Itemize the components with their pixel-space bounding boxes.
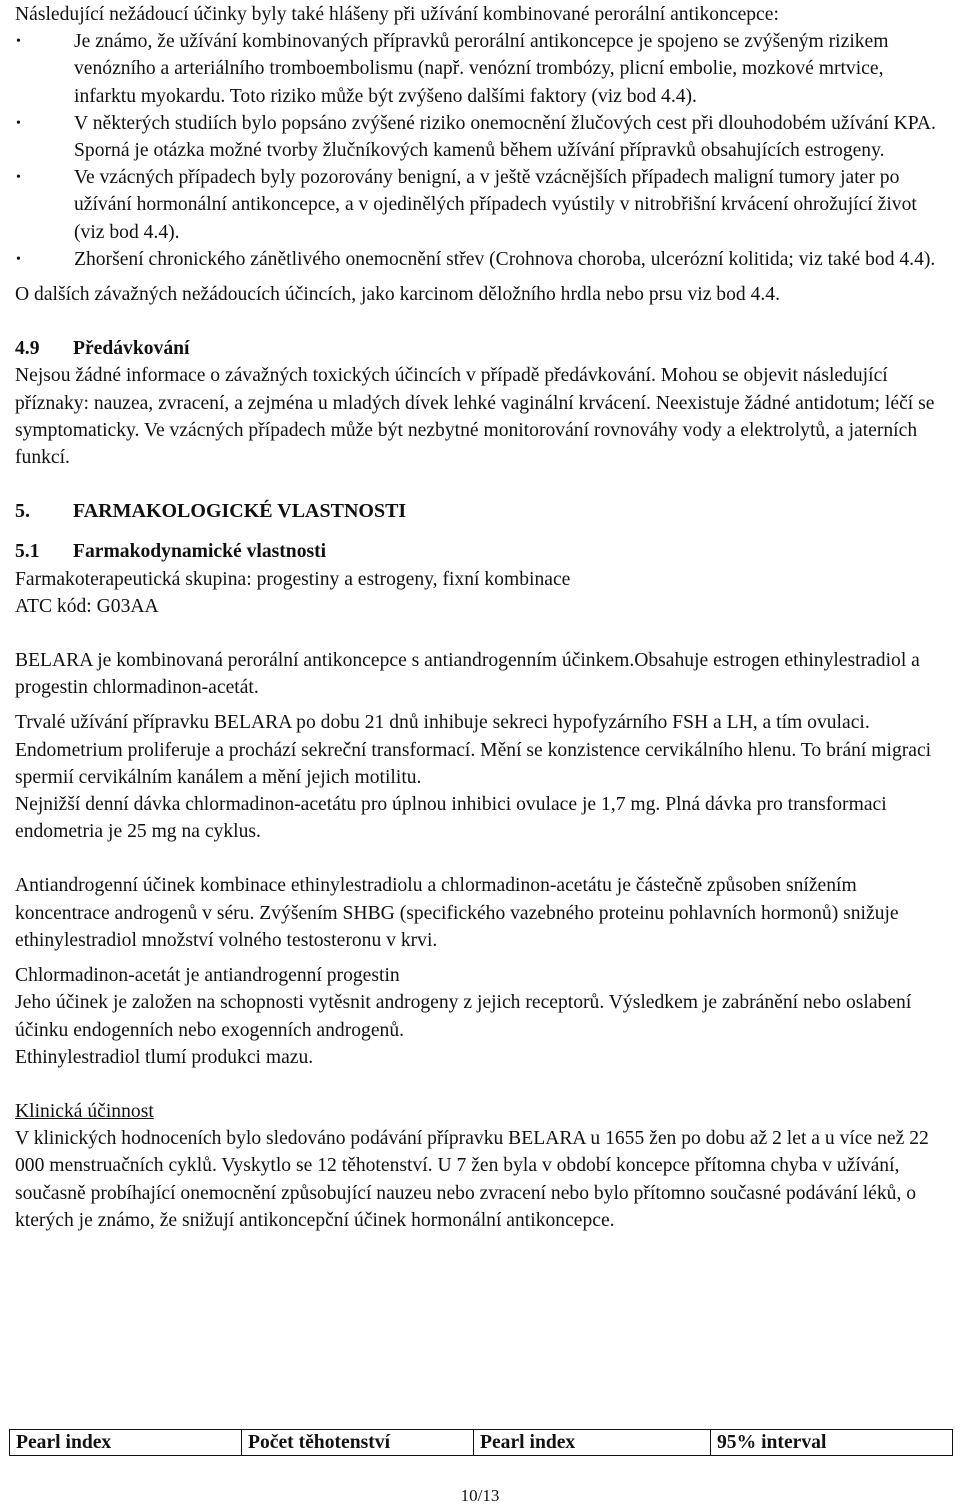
clinical-efficacy-text: V klinických hodnoceních bylo sledováno podávání přípravku BELARA u 1655 žen po dobu až 2 let a u více než 22 000 menstruačních cyklů. Vyskytlo se 12 těhotenství. U 7 žen byla v období koncepce přítomna chyba v užívání, současně probíhající onemocnění způsobující nauzeu nebo zvracení nebo bylo přítomno současné podávání léků, o kterých je známo, že snižují antikoncepční účinek hormonální antikoncepce. (15, 1128, 929, 1231)
bullet-icon: • (16, 251, 21, 267)
list-item (15, 110, 945, 164)
adverse-effects-list (15, 28, 945, 273)
section-number: 5. (15, 500, 30, 523)
section-5-1-heading (15, 538, 945, 565)
table-header-cell: 95% interval (711, 1430, 953, 1456)
bullet-icon: • (16, 115, 21, 131)
list-item (15, 28, 945, 110)
section-title: Předávkování (73, 338, 190, 360)
pharmacodynamics-paragraph-2: Trvalé užívání přípravku BELARA po dobu 21 dnů inhibuje sekreci hypofyzárního FSH a LH, a tím ovulaci. Endometrium proliferuje a prochází sekreční transformací. Mění se konzistence cervikálního hlenu. To brání migraci spermií cervikálním kanálem a mění jejich motilitu. (15, 712, 932, 788)
other-effects-text: O dalších závažných nežádoucích účincích, jako karcinom děložního hrdla nebo prsu viz bod 4.4. (15, 284, 780, 306)
bullet-icon: • (16, 170, 21, 186)
bullet-icon: • (16, 34, 21, 50)
section-number: 4.9 (15, 338, 40, 360)
antiandrogen-paragraph: Antiandrogenní účinek kombinace ethinylestradiolu a chlormadinon-acetátu je částečně způsoben snížením koncentrace androgenů v séru. Zvýšením SHBG (specifického vazebného proteinu pohlavních hormonů) snižuje ethinylestradiol množství volného testosteronu v krvi. (15, 875, 899, 951)
pharmacotherapeutic-group: Farmakoterapeutická skupina: progestiny a estrogeny, fixní kombinace (15, 568, 571, 590)
section-4-9-heading (15, 335, 945, 362)
table-header-cell: Pearl index (474, 1430, 711, 1456)
list-item (15, 246, 945, 273)
table-header-cell: Počet těhotenství (242, 1430, 474, 1456)
section-5-heading (15, 498, 945, 525)
mechanism-paragraph: Jeho účinek je založen na schopnosti vytěsnit androgeny z jejich receptorů. Výsledkem je zabránění nebo oslabení účinku endogenních nebo exogenních androgenů. (15, 992, 912, 1041)
list-item-text: Je známo, že užívání kombinovaných přípravků perorální antikoncepce je spojeno se zvýšeným rizikem venózního a arteriálního tromboembolismu (např. venózní trombózy, plicní embolie, mozkové mrtvice, infarktu myokardu. Toto riziko může být zvýšeno dalšími faktory (viz bod 4.4). (74, 31, 889, 107)
atc-code: ATC kód: G03AA (15, 595, 159, 617)
clinical-efficacy-heading: Klinická účinnost (15, 1100, 154, 1122)
table-header-row (10, 1430, 953, 1456)
chlormadinone-line: Chlormadinon-acetát je antiandrogenní progestin (15, 965, 400, 987)
list-item-text: V některých studiích bylo popsáno zvýšené riziko onemocnění žlučových cest při dlouhodobém užívání KPA. Sporná je otázka možné tvorby žlučníkových kamenů během užívání přípravků obsahujících estrogeny. (74, 112, 936, 162)
sebum-line: Ethinylestradiol tlumí produkci mazu. (15, 1046, 314, 1068)
pharmacodynamics-paragraph-2b: Nejnižší denní dávka chlormadinon-acetátu pro úplnou inhibici ovulace je 1,7 mg. Plná dávka pro transformaci endometria je 25 mg na cyklus. (15, 794, 887, 843)
pearl-index-table (9, 1429, 953, 1456)
table-header-cell: Pearl index (10, 1430, 242, 1456)
overdose-text: Nejsou žádné informace o závažných toxických účincích v případě předávkování. Mohou se objevit následující příznaky: nauzea, zvracení, a zejména u mladých dívek lehké vaginální krvácení. Neexistuje žádné antidotum; léčí se symptomaticky. Ve vzácných případech může být nezbytné monitorování rovnováhy vody a elektrolytů, a jaterních funkcí. (15, 365, 935, 469)
page-number: 10/13 (460, 1486, 500, 1505)
section-title: FARMAKOLOGICKÉ VLASTNOSTI (73, 500, 407, 523)
section-title: Farmakodynamické vlastnosti (73, 541, 327, 563)
list-item-text: Zhoršení chronického zánětlivého onemocnění střev (Crohnova choroba, ulcerózní kolitida; viz také bod 4.4). (74, 248, 936, 270)
list-item (15, 164, 945, 246)
list-item-text: Ve vzácných případech byly pozorovány benigní, a v ještě vzácnějších případech maligní tumory jater po užívání hormonální antikoncepce, a v ojedinělých případech vyústily v nitrobřišní krvácení ohrožující život (viz bod 4.4). (74, 167, 917, 243)
document-page (15, 0, 945, 1234)
pharmacodynamics-paragraph-1: BELARA je kombinovaná perorální antikoncepce s antiandrogenním účinkem.Obsahuje estrogen ethinylestradiol a progestin chlormadinon-acetát. (15, 650, 920, 699)
intro-text: Následující nežádoucí účinky byly také hlášeny při užívání kombinované perorální antikoncepce: (15, 4, 779, 25)
section-number: 5.1 (15, 541, 40, 563)
